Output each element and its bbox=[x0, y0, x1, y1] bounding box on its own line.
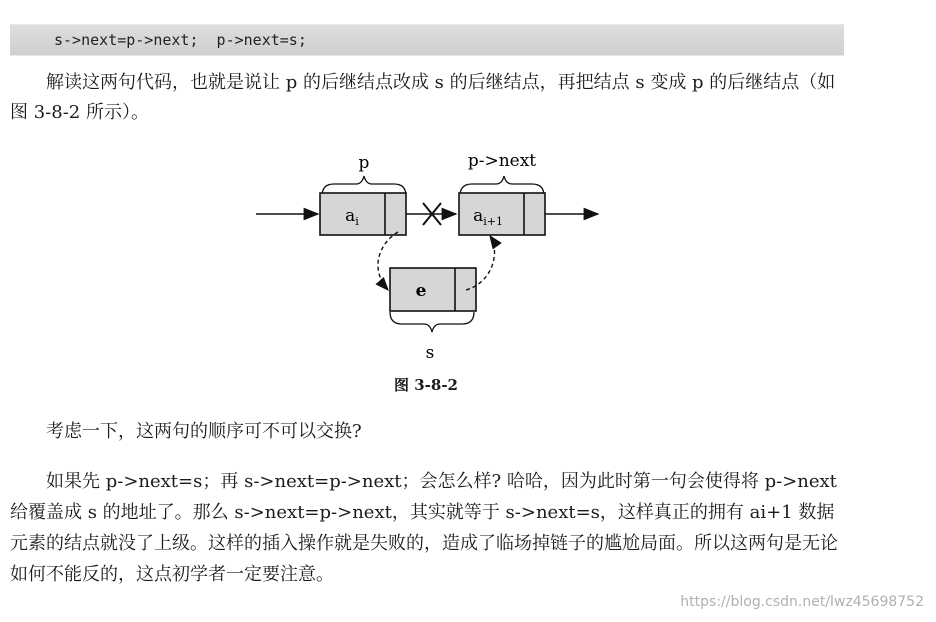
node-ai-label: $a_i$ bbox=[345, 206, 359, 228]
figure-caption: 图 3-8-2 bbox=[394, 376, 458, 394]
watermark: https://blog.csdn.net/lwz45698752 bbox=[680, 594, 924, 610]
brace-s bbox=[390, 312, 474, 332]
label-s: s bbox=[425, 343, 435, 363]
label-pnext: p->next bbox=[467, 151, 537, 171]
label-p: p bbox=[358, 153, 370, 173]
node-ai1 bbox=[459, 193, 545, 235]
paragraph-1: 解读这两句代码，也就是说让 p 的后继结点改成 s 的后继结点，再把结点 s 变成 p 的后继结点（如图 3-8-2 所示）。 bbox=[10, 72, 836, 123]
node-ai bbox=[320, 193, 406, 235]
node-e bbox=[390, 268, 476, 311]
code-line: s->next=p->next; p->next=s; bbox=[54, 31, 307, 49]
paragraph-2: 考虑一下，这两句的顺序可不可以交换? bbox=[46, 421, 362, 442]
paragraph-3: 如果先 p->next=s；再 s->next=p->next；会怎么样? 哈哈，因为此时第一句会使得将 p->next 给覆盖成 s 的地址了。那么 s->next=p->next，其实就等于 s->next=s，这样真正的拥有 ai+1 数据元素的结点就没了上级。这样的插入操作就是失败的，造成了临场掉链子的尴尬局面。所以这两句是无论如何不能反的，这点初学者一定要注意。 bbox=[10, 471, 843, 585]
node-ai1-label: $a_{i+1}$ bbox=[473, 206, 503, 228]
node-e-label: e bbox=[415, 281, 427, 301]
